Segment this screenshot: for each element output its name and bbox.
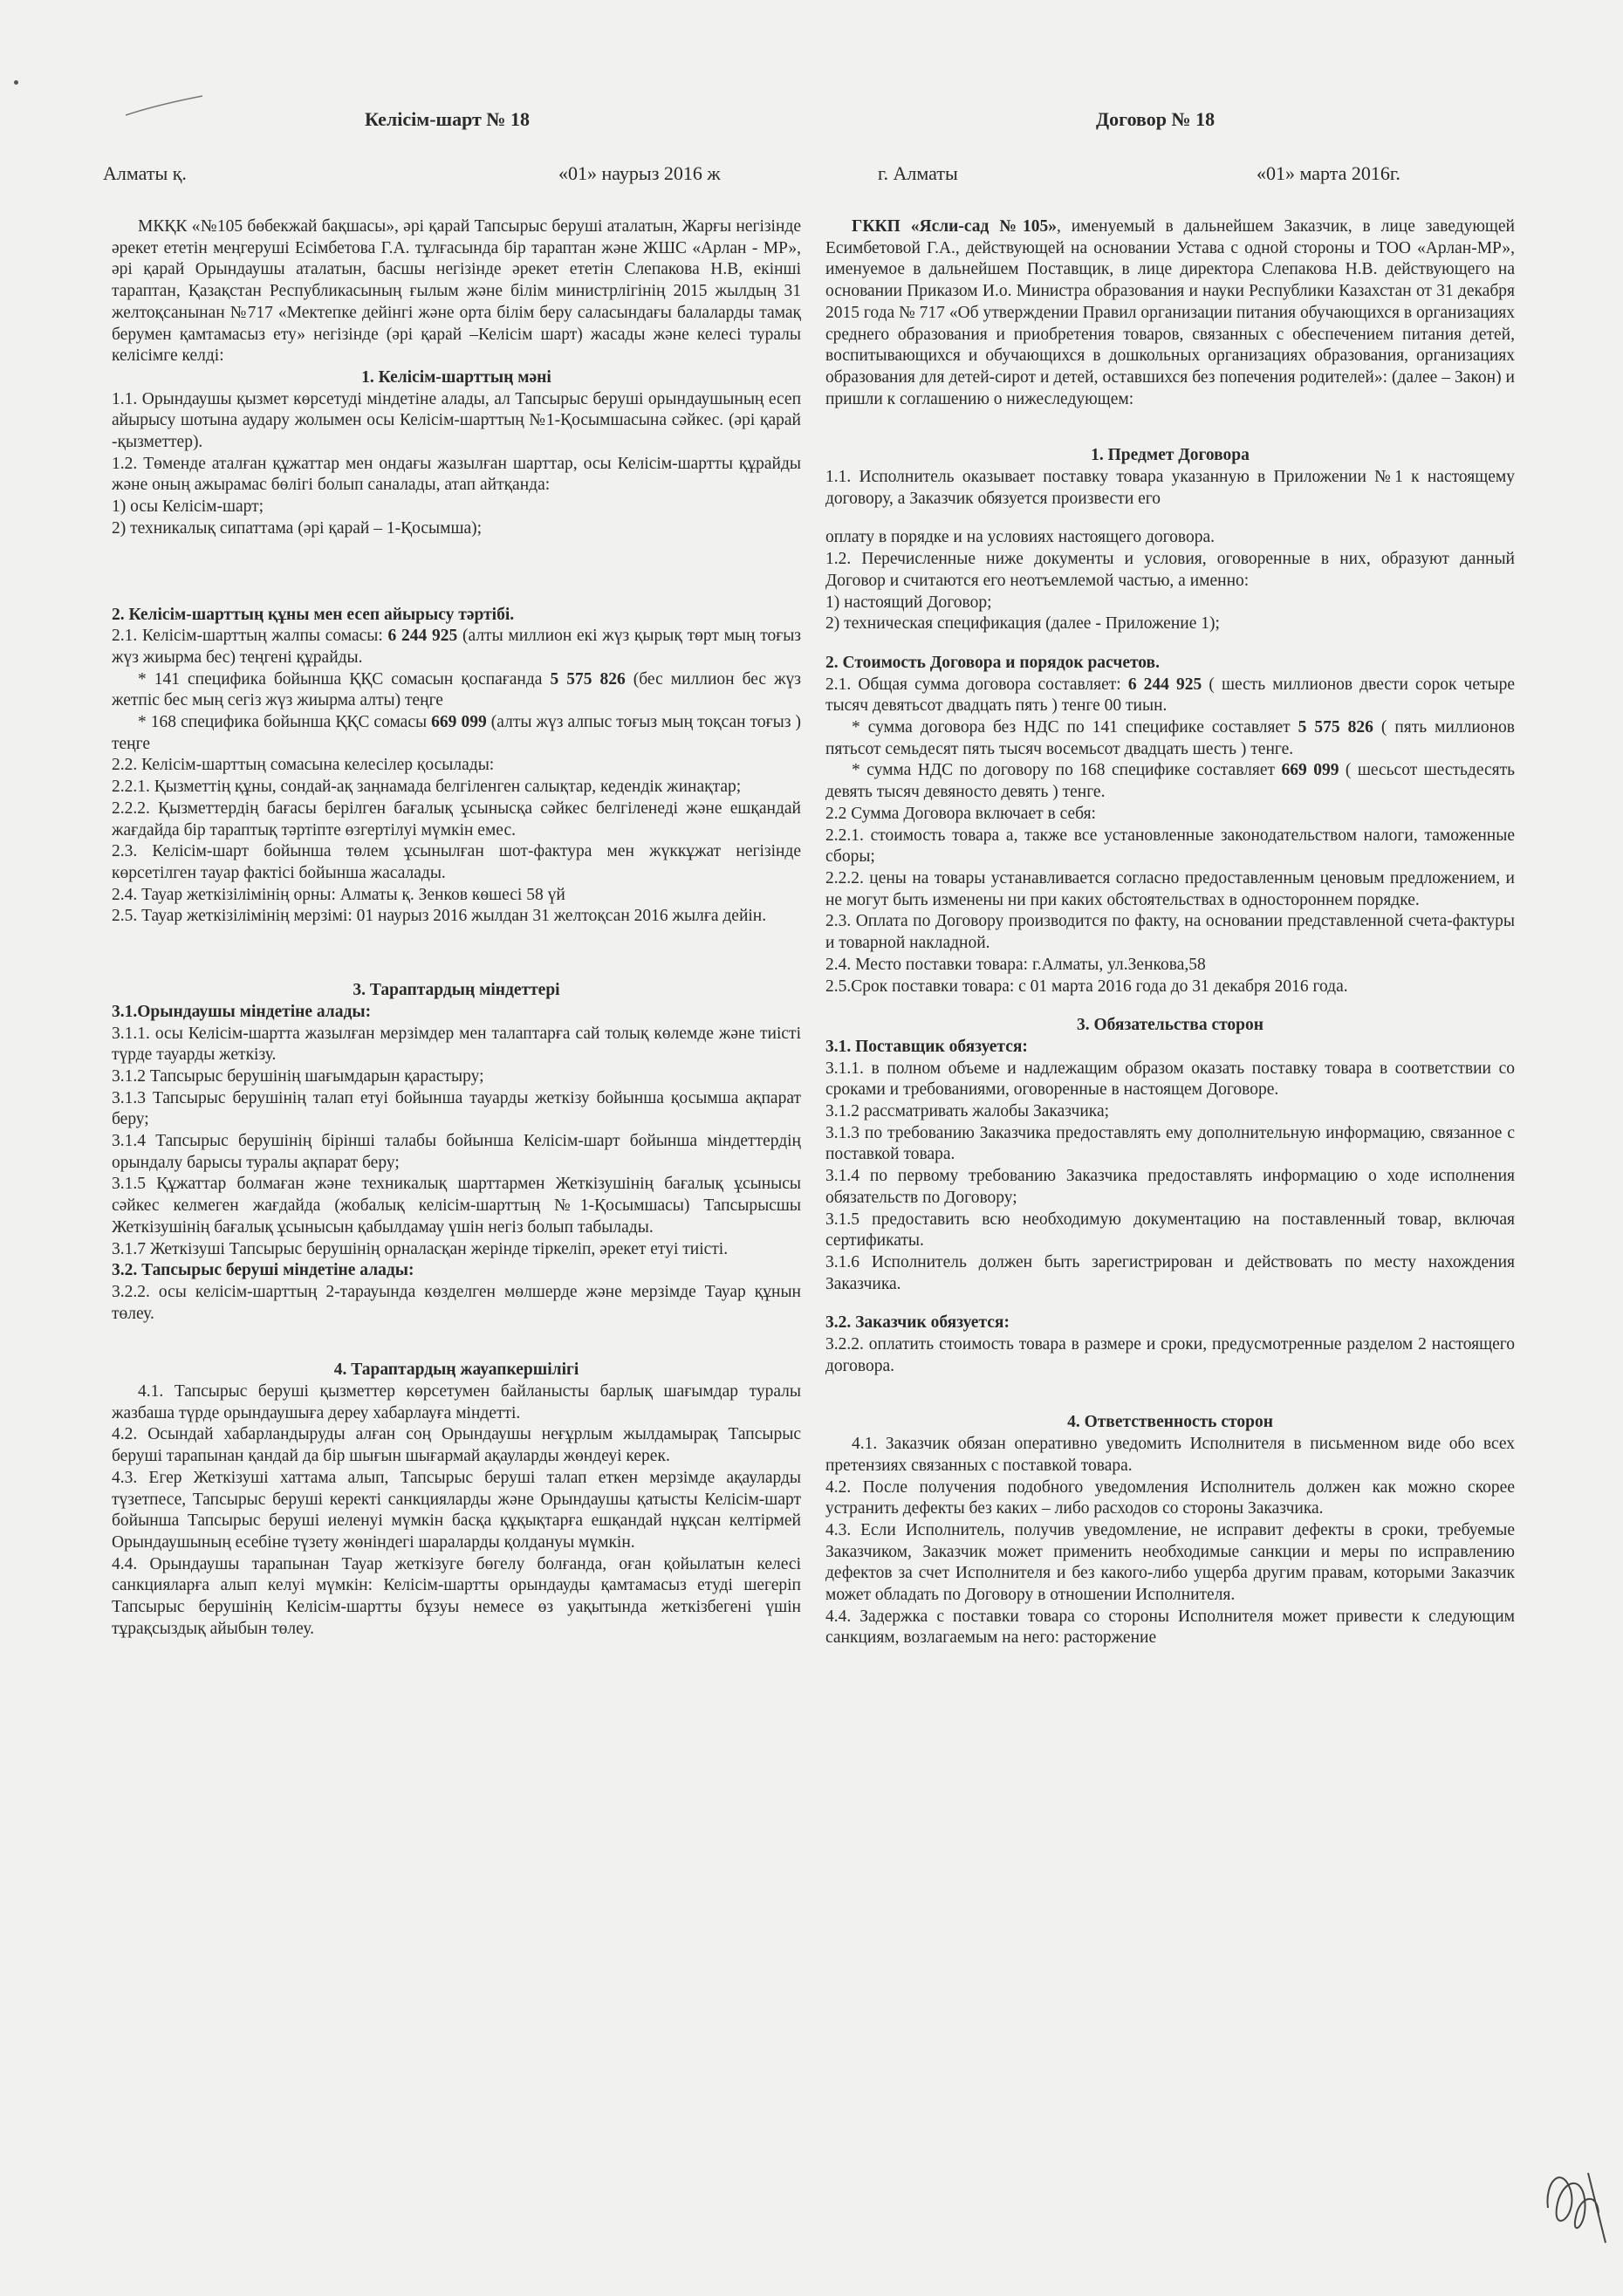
kz-clause-4-4: 4.4. Орындаушы тарапынан Тауар жеткізуге бөгелу болғанда, оған қойылатын келесі санкцияларға алып келуі мүмкін: Келісім-шартты орындауды қамтамасыз етуді шегеріп Тапсырыс берушінің Келісім-шартты бұзуы немесе өз уақытында жеткізбегені үшін тұрақсыздық айыбын төлеу. bbox=[112, 1554, 801, 1638]
ru-clause-2-2-1: 2.2.1. стоимость товара а, также все установленные законодательством налоги, таможенные сборы; bbox=[825, 826, 1515, 867]
kz-clause-1-2: 1.2. Төменде аталған құжаттар мен ондағы жазылған шарттар, осы Келісім-шартты құрайды және оның ажырамас бөлігі болып саналады, атап айтқанда: bbox=[112, 454, 801, 495]
kz-clause-3-1-4: 3.1.4 Тапсырыс берушінің бірінші талабы бойынша Келісім-шарт бойынша міндеттердің орындалу барысы туралы ақпарат беру; bbox=[112, 1132, 801, 1172]
vat-amount: 669 099 bbox=[431, 713, 487, 732]
kz-clause-2-2-1: 2.2.1. Қызметтің құны, сондай-ақ заңнамада белгіленген салықтар, кедендік жинақтар; bbox=[112, 778, 742, 797]
handwritten-initials bbox=[1536, 2155, 1614, 2251]
ru-clause-1-2-1: 1) настоящий Договор; bbox=[825, 593, 992, 612]
ru-clause-2-1-a bbox=[825, 717, 1515, 760]
kz-clause-2-2-2: 2.2.2. Қызметтердің бағасы берілген бағалық ұсынысқа сәйкес белгіленеді және ешқандай жағдайда бір тараптық тәртіпте өзгертілуі мүмкін емес. bbox=[112, 798, 801, 840]
kz-clause-2-4: 2.4. Тауар жеткізілімінің орны: Алматы қ. Зенков көшесі 58 үй bbox=[112, 885, 565, 904]
scan-mark bbox=[122, 86, 209, 120]
spacer bbox=[825, 1295, 1515, 1312]
ru-section-2-title: 2. Стоимость Договора и порядок расчетов. bbox=[825, 653, 1160, 672]
spacer bbox=[825, 997, 1515, 1015]
kz-clause-1-2-2: 2) техникалық сипаттама (әрі қарай – 1-Қосымша); bbox=[112, 518, 483, 538]
ru-contract-title: Договор № 18 bbox=[1096, 108, 1216, 130]
ru-clause-4-2: 4.2. После получения подобного уведомления Исполнитель должен как можно скорее устранить дефекты без каких – либо расходов со стороны Заказчика. bbox=[825, 1477, 1515, 1518]
kz-date: «01» наурыз 2016 ж bbox=[558, 162, 721, 184]
kz-clause-1-2-1: 1) осы Келісім-шарт; bbox=[112, 497, 264, 517]
text: (бес миллион бес жүз жетпіс бес мың сегіз жүз жиырма алты) теңге bbox=[112, 669, 801, 710]
contract-total: 6 244 925 bbox=[1127, 675, 1202, 694]
ru-clause-3-2-2: 3.2.2. оплатить стоимость товара в размере и сроки, предусмотренные разделом 2 настоящего договора. bbox=[825, 1335, 1515, 1375]
spacer bbox=[112, 928, 801, 963]
kz-clause-3-1-2: 3.1.2 Тапсырыс берушінің шағымдарын қарастыру; bbox=[112, 1066, 484, 1086]
text: * сумма договора без НДС по 141 спецификe составляет bbox=[852, 718, 1298, 737]
ru-clause-3-1-5: 3.1.5 предоставить всю необходимую документацию на поставленный товар, включая сертификаты. bbox=[825, 1210, 1515, 1251]
text: ( пять миллионов пятьсот семьдесят пять тысяч восемьсот двадцать шесть ) тенге. bbox=[825, 718, 1515, 758]
text: , именуемый в дальнейшем Заказчик, в лице заведующей Есимбетовой Г.А., действующей на основании Устава с одной стороны и ТОО «Арлан-МР», именуемое в дальнейшем Поставщик, в лице директора Слепакова Н.В. действующего на основании Приказом И.о. Министра образования и науки Республики Казахстан от 31 декабря 2015 года № 717 «Об утверждении Правил организации питания обучающихся в организациях среднего образования и приобретения товаров, связанных с обеспечением питания детей, воспитывающихся и обучающихся в дошкольных организациях образования, организациях образования для детей-сирот и детей, оставшихся без попечения родителей»: (далее – Закон) и пришли к соглашению о нижеследующем: bbox=[825, 217, 1515, 408]
ru-clause-2-3: 2.3. Оплата по Договору производится по факту, на основании представленной счета-фактуры и товарной накладной. bbox=[825, 912, 1515, 953]
ru-clause-2-2: 2.2 Сумма Договора включает в себя: bbox=[825, 804, 1096, 823]
ru-date: «01» марта 2016г. bbox=[1257, 162, 1400, 184]
kz-contract-title: Келісім-шарт № 18 bbox=[365, 108, 530, 130]
contract-total: 6 244 925 bbox=[387, 627, 458, 646]
scan-dot bbox=[14, 80, 18, 85]
kz-clause-3-1-title: 3.1.Орындаушы міндетіне алады: bbox=[112, 1002, 372, 1021]
kz-clause-4-2: 4.2. Осындай хабарландыруды алған соң Орындаушы неғұрлым жылдамырақ Тапсырыс беруші тарапынан қандай да бір шығын шығармай ақауларды жөндеуі керек. bbox=[112, 1425, 801, 1466]
text: (алты миллион екі жүз қырық төрт мың тоғыз жүз жиырма бес) теңгені құрайды. bbox=[112, 627, 801, 667]
ru-city: г. Алматы bbox=[878, 162, 958, 184]
ru-clause-3-1-3: 3.1.3 по требованию Заказчика предоставлять ему дополнительную информацию, связанное с поставкой товара. bbox=[825, 1123, 1515, 1164]
kz-clause-3-2-title: 3.2. Тапсырыс беруші міндетіне алады: bbox=[112, 1261, 414, 1280]
spacer bbox=[112, 1325, 801, 1360]
kazakh-column bbox=[112, 216, 801, 2258]
text: 2.1. Общая сумма договора составляет: bbox=[825, 675, 1128, 694]
text: 2.1. Келісім-шарттың жалпы сомасы: bbox=[112, 627, 388, 646]
russian-column bbox=[825, 216, 1515, 2258]
kz-clause-3-1-1: 3.1.1. осы Келісім-шартта жазылған мерзімдер мен талаптарға сай толық көлемде және тиісті түрде тауарды жеткізу. bbox=[112, 1024, 801, 1065]
ru-clause-4-4: 4.4. Задержка с поставки товара со стороны Исполнителя может привести к следующим санкциям, возлагаемым на него: расторжение bbox=[825, 1607, 1515, 1648]
kz-clause-3-1-3: 3.1.3 Тапсырыс берушінің талап етуі бойынша тауарды жеткізу бойынша қосымша ақпарат беру; bbox=[112, 1088, 801, 1129]
spacer bbox=[112, 963, 801, 980]
spacer bbox=[825, 510, 1515, 527]
ru-intro bbox=[825, 216, 1515, 410]
ru-clause-1-2-2: 2) техническая спецификация (далее - Приложение 1); bbox=[825, 614, 1220, 634]
kz-section-4-title: 4. Тараптардың жауапкершілігі bbox=[333, 1360, 579, 1380]
kz-clause-2-2: 2.2. Келісім-шарттың сомасына келесілер қосылады: bbox=[112, 756, 495, 775]
ru-clause-1-1-a: 1.1. Исполнитель оказывает поставку товара указанную в Приложении №1 к настоящему договору, а Заказчик обязуется произвести его bbox=[825, 468, 1515, 508]
kz-intro: МКҚК «№105 бөбекжай бақшасы», әрі қарай Тапсырыс беруші аталатын, Жарғы негізінде әрекет ететін меңгеруші Есімбетова Г.А. тұлғасында бір тараптан және ЖШС «Арлан - МР», әрі қарай Орындаушы аталатын, басшы негізінде әрекет ететін Слепакова Н.В, екінші тараптан, Қазақстан Республикасының ғылым және білім министрлігінің 2015 жылдың 31 желтоқсанынан №717 «Мектепке дейінгі және орта білім беру саласындағы балаларды тамақ берумен қамтамасыз ету» негізінде (әрі қарай –Келісім шарт) жасады және келесі туралы келісімге келді: bbox=[112, 217, 801, 366]
kz-clause-3-1-5: 3.1.5 Құжаттар болмаған және техникалық шарттармен Жеткізушінің бағалық ұсынысы сәйкес келмеген жағдайда (жобалық келісім-шарттың №1-Қосымшасы) Тапсырысшы Жеткізушінің бағалық ұсынысын қабылдамау үшін негіз болып табылады. bbox=[112, 1175, 801, 1237]
ru-clause-2-2-2: 2.2.2. цены на товары устанавливается согласно предоставленным ценовым предложением, и не могут быть изменены ни при каких обстоятельствах в одностороннем порядке. bbox=[825, 868, 1515, 909]
kz-section-2-title: 2. Келісім-шарттың құны мен есеп айырысу тәртібі. bbox=[112, 605, 515, 624]
amount-without-vat: 5 575 826 bbox=[550, 669, 626, 689]
ru-clause-1-1-b: оплату в порядке и на условиях настоящего договора. bbox=[825, 528, 1215, 547]
spacer bbox=[112, 540, 801, 575]
ru-clause-2-4: 2.4. Место поставки товара: г.Алматы, ул.Зенкова,58 bbox=[825, 955, 1206, 974]
spacer bbox=[825, 1377, 1515, 1412]
ru-clause-2-5: 2.5.Срок поставки товара: с 01 марта 2016 года до 31 декабря 2016 года. bbox=[825, 977, 1348, 996]
kz-clause-2-1-b bbox=[112, 712, 801, 755]
ru-clause-3-1-2: 3.1.2 рассматривать жалобы Заказчика; bbox=[825, 1102, 1110, 1121]
ru-clause-2-1-b bbox=[825, 760, 1515, 803]
kz-clause-4-3: 4.3. Егер Жеткізуші хаттама алып, Тапсырыс беруші талап еткен мерзімде ақауларды түзетпесе, Тапсырыс беруші керекті санкцияларды және Орындаушы қатысты Келісім-шарт бойынша Тапсырыс беруші иеленуі мүмкін басқа құқықтарға ешқандай нұқсан келтірмей Орындаушының есебіне түзету жөніндегі шараларды қолдануы мүмкін. bbox=[112, 1468, 801, 1552]
kz-clause-3-1-7: 3.1.7 Жеткізуші Тапсырыс берушінің орналасқан жерінде тіркеліп, әрекет етуі тиісті. bbox=[112, 1239, 729, 1258]
ru-clause-3-2-title: 3.2. Заказчик обязуется: bbox=[825, 1313, 1010, 1333]
text: (алты жүз алпыс тоғыз мың тоқсан тоғыз ) теңге bbox=[112, 713, 801, 753]
kz-clause-2-1-a bbox=[112, 669, 801, 712]
ru-section-4-title: 4. Ответственность сторон bbox=[1067, 1413, 1273, 1432]
ru-clause-3-1-title: 3.1. Поставщик обязуется: bbox=[825, 1037, 1028, 1056]
kz-clause-2-5: 2.5. Тауар жеткізілімінің мерзімі: 01 наурыз 2016 жылдан 31 желтоқсан 2016 жылға дейін. bbox=[112, 907, 767, 926]
spacer bbox=[825, 410, 1515, 445]
ru-section-1-title: 1. Предмет Договора bbox=[1091, 446, 1250, 465]
ru-clause-4-1: 4.1. Заказчик обязан оперативно уведомить Исполнителя в письменном виде обо всех претензиях связанных с поставкой товара. bbox=[825, 1435, 1515, 1475]
kz-city: Алматы қ. bbox=[103, 162, 187, 184]
amount-without-vat: 5 575 826 bbox=[1298, 718, 1373, 737]
ru-section-3-title: 3. Обязательства сторон bbox=[1077, 1016, 1263, 1035]
text: * сумма НДС по договору по 168 спецификe составляет bbox=[852, 761, 1282, 780]
kz-clause-2-1 bbox=[112, 626, 801, 668]
kz-clause-4-1: 4.1. Тапсырыс беруші қызметтер көрсетумен байланысты барлық шағымдар туралы жазбаша түрде орындаушыға дереу хабарлауға міндетті. bbox=[112, 1382, 801, 1422]
text: * 141 спецификa бойынша ҚҚС сомасын қоспағанда bbox=[138, 669, 551, 689]
ru-clause-3-1-1: 3.1.1. в полном объеме и надлежащим образом оказать поставку товара в соответствии со сроками и требованиями, оговоренные в настоящем Договоре. bbox=[825, 1059, 1515, 1100]
vat-amount: 669 099 bbox=[1281, 761, 1339, 780]
kz-section-3-title: 3. Тараптардың міндеттері bbox=[353, 981, 560, 1000]
text: * 168 спецификa бойынша ҚҚС сомасы bbox=[138, 713, 432, 732]
ru-clause-3-1-4: 3.1.4 по первому требованию Заказчика предоставлять информацию о ходе исполнения обязательств по Договору; bbox=[825, 1167, 1515, 1207]
ru-clause-1-2: 1.2. Перечисленные ниже документы и условия, оговоренные в них, образуют данный Договор и считаются его неотъемлемой частью, а именно: bbox=[825, 550, 1515, 590]
ru-clause-2-1 bbox=[825, 675, 1515, 717]
kz-section-1-title: 1. Келісім-шарттың мәні bbox=[361, 367, 551, 387]
text: ( шесть миллионов двести сорок четыре тысяч девятьсот двадцать пять ) тенге 00 тиын. bbox=[825, 675, 1515, 716]
text: ( шесьсот шестьдесять девять тысяч девяносто девять ) тенге. bbox=[825, 761, 1515, 802]
customer-name: ГККП «Ясли-сад №105» bbox=[852, 217, 1057, 236]
ru-clause-3-1-6: 3.1.6 Исполнитель должен быть зарегистрирован и действовать по месту нахождения Заказчика. bbox=[825, 1252, 1515, 1293]
kz-clause-1-1: 1.1. Орындаушы қызмет көрсетуді міндетіне алады, ал Тапсырыс беруші орындаушының есеп айырысу шотына аудару жолымен осы Келісім-шарттың №1-Қосымшасына сәйкес. (әрі қарай -қызметтер). bbox=[112, 389, 801, 452]
spacer bbox=[825, 635, 1515, 653]
kz-clause-2-3: 2.3. Келісім-шарт бойынша төлем ұсынылған шот-фактура мен жүккұжат негізінде көрсетілген тауар фактісі бойынша жасалады. bbox=[112, 842, 801, 882]
kz-clause-3-2-2: 3.2.2. осы келісім-шарттың 2-тарауында көзделген мөлшерде және мерзімде Тауар құнын төлеу. bbox=[112, 1282, 801, 1323]
ru-clause-4-3: 4.3. Если Исполнитель, получив уведомление, не исправит дефекты в сроки, требуемые Заказчиком, Заказчик может применить необходимые санкции и меры по исправлению дефектов за счет Исполнителя и без какого-либо ущерба другим правам, которыми Заказчик может обладать по Договору в отношении Исполнителя. bbox=[825, 1520, 1515, 1605]
